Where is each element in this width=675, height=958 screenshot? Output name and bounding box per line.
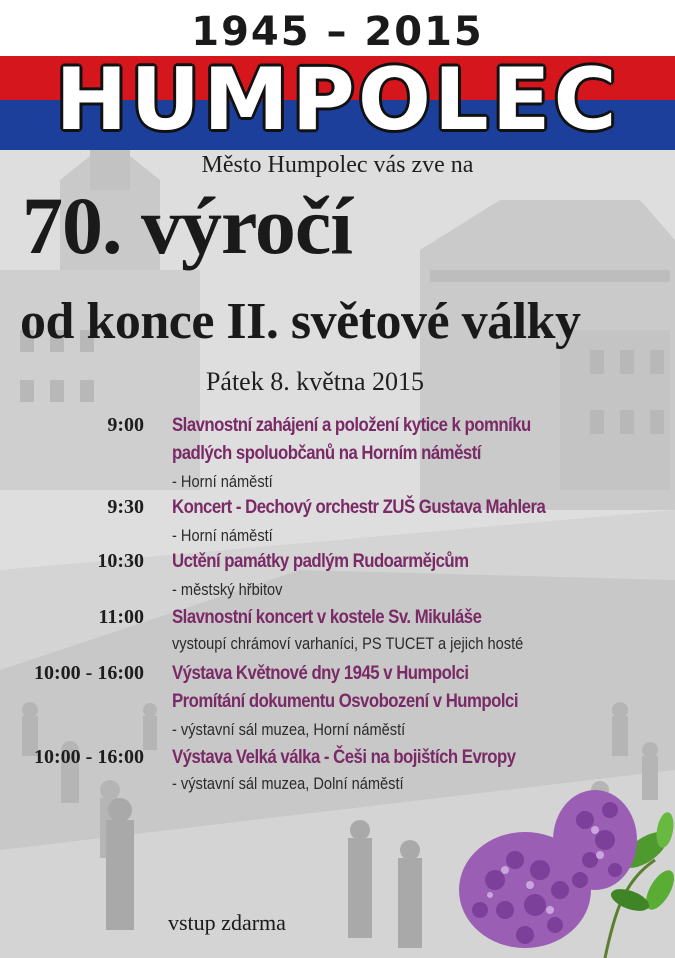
program-title: Výstava Květnové dny 1945 v Humpolci: [172, 662, 469, 684]
program-title: Koncert - Dechový orchestr ZUŠ Gustava Mahlera: [172, 496, 546, 518]
program-time: 9:00: [107, 414, 144, 436]
anniversary-heading: 70. výročí: [22, 180, 353, 271]
program-time: 10:30: [97, 550, 144, 572]
event-date: Pátek 8. května 2015: [205, 367, 425, 396]
program-time: 10:00 - 16:00: [34, 746, 144, 768]
program-title: Výstava Velká válka - Češi na bojištích Evropy: [172, 746, 516, 768]
years-heading: 1945 – 2015: [191, 9, 484, 55]
free-entry-note: vstup zdarma: [168, 910, 286, 935]
program-note: - Horní náměstí: [172, 472, 273, 491]
program-title: Slavnostní zahájení a položení kytice k pomníku: [172, 414, 531, 436]
program-title: padlých spoluobčanů na Horním náměstí: [172, 442, 481, 464]
program-note: - výstavní sál muzea, Dolní náměstí: [172, 774, 404, 793]
program-note: - výstavní sál muzea, Horní náměstí: [172, 720, 406, 739]
invitation-line: Město Humpolec vás zve na: [201, 152, 474, 178]
lilac-flower-image: [455, 770, 675, 958]
program-time: 9:30: [107, 496, 144, 518]
program-title: Uctění památky padlým Rudoarmějcům: [172, 550, 469, 572]
program-note: - městský hřbitov: [172, 580, 283, 599]
program-note: vystoupí chrámoví varhaníci, PS TUCET a jejich hosté: [172, 634, 524, 653]
lilac-flower-drawing: [455, 770, 675, 958]
anniversary-subtitle: od konce II. světové války: [20, 293, 581, 350]
program-title: Promítání dokumentu Osvobození v Humpolci: [172, 690, 518, 712]
program-time: 10:00 - 16:00: [34, 662, 144, 684]
program-title: Slavnostní koncert v kostele Sv. Mikuláše: [172, 606, 482, 628]
program-time: 11:00: [98, 606, 144, 628]
city-name: HUMPOLEC: [55, 50, 620, 150]
program-note: - Horní náměstí: [172, 526, 273, 545]
